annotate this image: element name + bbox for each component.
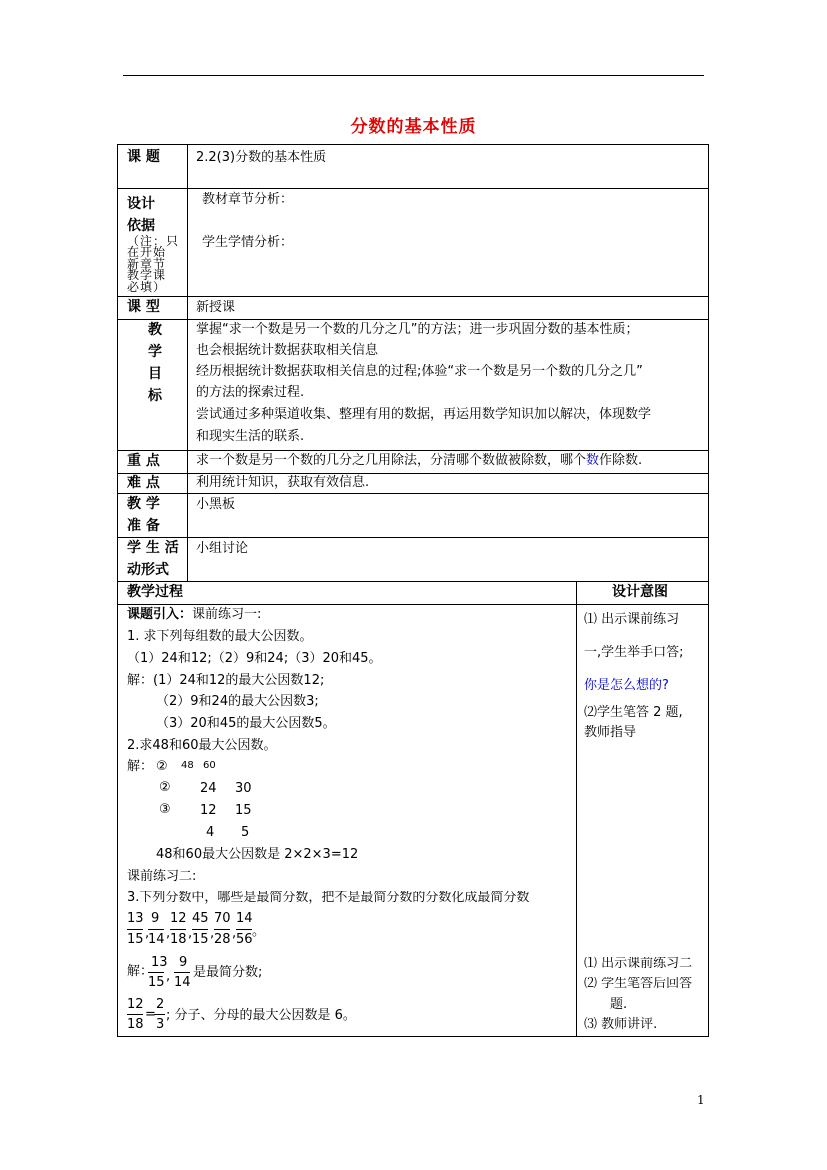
- page-title: 分数的基本性质: [350, 117, 477, 137]
- division-mark: ③: [159, 802, 171, 817]
- division-value: 60: [203, 760, 216, 771]
- fraction-numerator: 45: [192, 911, 209, 926]
- prep-value: 小黑板: [196, 497, 236, 512]
- type-label: 课 型: [127, 299, 160, 315]
- exercise-line: （2）9和24的最大公因数3;: [156, 694, 319, 709]
- exercise-line: 1. 求下列每组数的最大公因数。: [127, 629, 313, 644]
- fraction-denominator: 56: [236, 932, 253, 947]
- fraction-denominator: 28: [214, 932, 231, 947]
- answer-text: 是最简分数;: [193, 965, 263, 980]
- fraction-bar: [214, 929, 230, 930]
- intent-column-rule: [576, 582, 577, 1037]
- design-item-textbook: 教材章节分析：: [202, 192, 294, 207]
- prep-label-2: 准 备: [127, 518, 160, 534]
- fraction-numerator: 12: [170, 911, 187, 926]
- lesson-table: 课 题 2.2(3)分数的基本性质 设计 依据 （注：只 在开始 新章节 教学课 必填） 教材章节分析： 学生学情分析： 课 型 新授课 教 学 目 标 掌握“求一个数是另一个数的几分之几”的方法；进一步巩固分数的基本性质； 也会根据统计数据获取相关信息 经历根据统计数据获取相关信息的过程;体验“求一个数是另一个数的几分之几” 的方法的探索过程. 尝试通过多种渠道收集、整理有用的数据，再运用数学知识加以解决，体现数学 和现实生活的联系. 重 点 求一个数是另一个数的几分之几用除法，分清哪个数做被除数，哪个数作除数. 难 点 利用统计知识，获取有效信息. 教 学 准 备 小黑板 学 生 活 动形式 小组讨论 教学过程 设计意图 课题引入：课前练习一: 1. 求下列每组数的最大公因数。 （1）24和12;（2）9和24;（3）20和45。 解：(1）24和12的最大公因数12; （2）9和24的最大公因数3; （3）20和45的最大公因数5。 2.求48和60最大公因数。 解： ② 48 60 ② 24 30 ③ 12 15 4 5 48和60最大公因数是 2×2×3=12 课前练习二: 3.下列分数中，哪些是最简分数，把不是最简分数的分数化成最简分数 13 15 , 9 14 , 12 18 , 45 15 , 70 28 , 14 56 。 解： 13 15 , 9 14 是最简分数; 12 18 = 2 3 ; 分子、分母的最大公因数是 6。 ⑴ 出示课前练习 一,学生举手口答; 你是怎么想的? ⑵学生笔答 2 题, 教师指导 ⑴ 出示课前练习二 ⑵ 学生笔答后回答 题. ⑶ 教师讲评.: [117, 144, 709, 1037]
- goal-line: 和现实生活的联系.: [196, 429, 305, 444]
- fraction-numerator: 13: [151, 955, 168, 970]
- fraction-bar: [192, 929, 208, 930]
- intent-line: 一,学生举手口答;: [584, 645, 684, 660]
- process-header: 教学过程: [127, 584, 183, 600]
- goal-label-4: 标: [148, 388, 162, 404]
- design-item-students: 学生学情分析：: [202, 235, 294, 250]
- fraction-numerator: 2: [156, 997, 165, 1012]
- fraction-list-end: 。: [252, 924, 266, 939]
- gcd-result: 48和60最大公因数是 2×2×3=12: [156, 847, 359, 862]
- fraction-numerator: 14: [236, 911, 253, 926]
- fraction-bar: [170, 929, 186, 930]
- fraction-numerator: 70: [214, 911, 231, 926]
- design-label: 设计 依据: [127, 196, 155, 234]
- intent-line: ⑴ 出示课前练习二: [584, 957, 693, 970]
- fraction-bar: [236, 929, 252, 930]
- fraction-denominator: 18: [127, 1017, 144, 1032]
- label-column-rule: [187, 145, 188, 582]
- intent-line: ⑵ 学生笔答后回答: [584, 977, 693, 990]
- exercise-line: （1）24和12;（2）9和24;（3）20和45。: [127, 651, 382, 666]
- division-value: 12: [200, 803, 217, 818]
- type-value: 新授课: [196, 300, 236, 315]
- topic-value: 2.2(3)分数的基本性质: [196, 150, 327, 165]
- fraction-denominator: 15: [127, 932, 144, 947]
- fraction-denominator: 18: [170, 932, 187, 947]
- key-label: 重 点: [127, 453, 160, 469]
- fraction-bar: [174, 972, 190, 973]
- difficulty-label: 难 点: [127, 475, 160, 491]
- fraction-numerator: 9: [179, 955, 188, 970]
- division-value: 5: [241, 825, 250, 840]
- division-value: 24: [200, 781, 217, 796]
- fraction-numerator: 9: [151, 911, 160, 926]
- key-value: 求一个数是另一个数的几分之几用除法，分清哪个数做被除数，哪个数作除数.: [196, 453, 643, 468]
- division-mark: ②: [159, 780, 171, 795]
- intent-line: 题.: [610, 997, 628, 1012]
- page-number: 1: [697, 1093, 705, 1107]
- intent-line: ⑶ 教师讲评.: [584, 1017, 658, 1032]
- intro-line: 课题引入：课前练习一:: [127, 607, 262, 622]
- prep-label-1: 教 学: [127, 496, 160, 512]
- fraction-bar: [154, 1014, 165, 1015]
- header-rule: [123, 75, 704, 76]
- intent-line: 教师指导: [584, 725, 637, 740]
- fraction-denominator: 14: [174, 975, 191, 990]
- goal-line: 经历根据统计数据获取相关信息的过程;体验“求一个数是另一个数的几分之几”: [196, 364, 643, 379]
- fraction-denominator: 3: [156, 1017, 165, 1032]
- intent-question: 你是怎么想的?: [584, 678, 669, 693]
- intent-line: ⑴ 出示课前练习: [584, 612, 680, 627]
- simplify-text: ; 分子、分母的最大公因数是 6。: [166, 1008, 356, 1023]
- goal-line: 掌握“求一个数是另一个数的几分之几”的方法；进一步巩固分数的基本性质；: [196, 322, 639, 337]
- goal-label-3: 目: [148, 366, 162, 382]
- activity-label-2: 动形式: [127, 562, 169, 578]
- fraction-numerator: 13: [127, 911, 144, 926]
- intent-line: ⑵学生笔答 2 题,: [584, 705, 683, 720]
- topic-label: 课 题: [127, 149, 160, 165]
- exercise-line: 2.求48和60最大公因数。: [127, 738, 277, 753]
- difficulty-value: 利用统计知识，获取有效信息.: [196, 475, 370, 490]
- goal-line: 尝试通过多种渠道收集、整理有用的数据，再运用数学知识加以解决，体现数学: [196, 407, 652, 422]
- division-value: 15: [235, 803, 252, 818]
- goal-line: 也会根据统计数据获取相关信息: [196, 343, 379, 358]
- fraction-denominator: 14: [148, 932, 165, 947]
- activity-value: 小组讨论: [196, 541, 249, 556]
- goal-label-2: 学: [148, 344, 162, 360]
- division-label: 解：: [127, 759, 154, 774]
- fraction-bar: [127, 1014, 143, 1015]
- division-mark: ②: [156, 759, 168, 774]
- fraction-numerator: 12: [127, 997, 144, 1012]
- exercise-line: （3）20和45的最大公因数5。: [156, 716, 336, 731]
- intent-header: 设计意图: [612, 584, 668, 600]
- division-value: 48: [181, 760, 194, 771]
- division-value: 30: [235, 781, 252, 796]
- fraction-denominator: 15: [192, 932, 209, 947]
- fraction-denominator: 15: [148, 975, 165, 990]
- goal-label-1: 教: [148, 322, 162, 338]
- fraction-bar: [148, 972, 164, 973]
- answer-label: 解：: [127, 964, 154, 979]
- design-note: （注：只 在开始 新章节 教学课 必填）: [127, 234, 180, 294]
- practice-two-heading: 课前练习二:: [127, 869, 197, 884]
- exercise-line: 解：(1）24和12的最大公因数12;: [127, 673, 325, 688]
- question-three: 3.下列分数中，哪些是最简分数，把不是最简分数的分数化成最简分数: [127, 891, 530, 904]
- goal-line: 的方法的探索过程.: [196, 385, 305, 400]
- activity-label-1: 学 生 活: [127, 540, 179, 556]
- fraction-bar: [127, 929, 143, 930]
- division-value: 4: [206, 825, 215, 840]
- fraction-bar: [148, 929, 164, 930]
